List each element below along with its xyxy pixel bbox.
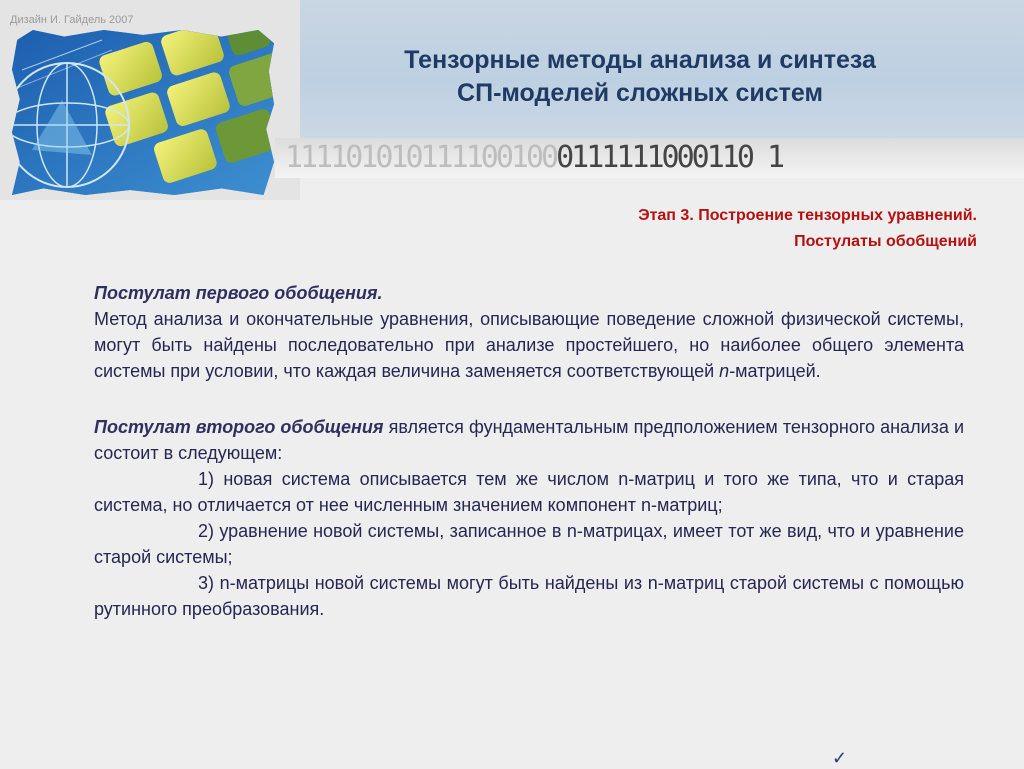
postulate2-item-2: 2) уравнение новой системы, записанное в n-матрицах, имеет тот же вид, что и уравнение старой системы;: [94, 521, 964, 567]
title-line-1: Тензорные методы анализа и синтеза: [404, 46, 876, 74]
subtitle-line-1: Этап 3. Построение тензорных уравнений.: [638, 207, 977, 224]
slide-title: [300, 44, 980, 110]
binary-digits: [285, 140, 782, 175]
postulate2-heading: Постулат второго обобщения: [94, 417, 384, 437]
slide-content: [94, 280, 964, 622]
design-credit: Дизайн И. Гайдель 2007: [10, 14, 134, 26]
binary-digits-light: 111101010111100100: [285, 140, 557, 175]
postulate2-item-3: 3) n-матрицы новой системы могут быть найдены из n-матриц старой системы с помощью рутинного преобразования.: [94, 573, 964, 619]
postulate2-intro-text: является фундаментальным предположением тензорного анализа и состоит в следующем:: [94, 417, 964, 463]
postulate1-heading: Постулат первого обобщения.: [94, 283, 383, 303]
subtitle-line-2: Постулаты обобщений: [794, 233, 977, 250]
stage-subtitle: [638, 203, 977, 255]
binary-digits-dark: 0111111000110 1: [556, 140, 783, 175]
postulate2-intro: [94, 414, 964, 466]
title-line-2: СП-моделей сложных систем: [457, 79, 823, 107]
postulate1-text-a: Метод анализа и окончательные уравнения, описывающие поведение сложной физической системы, могут быть найдены последовательно при анализе простейшего, но наиболее общего элемента системы при условии, что каждая величина заменяется соответствующей: [94, 309, 964, 381]
keyboard-globe-collage-icon: [12, 30, 274, 195]
postulate1-text: [94, 306, 964, 384]
postulate1-text-b: -матрицей.: [729, 361, 821, 381]
paragraph-gap: [94, 384, 964, 414]
binary-strip: [275, 138, 1024, 178]
postulate2-item-1: 1) новая система описывается тем же числом n-матриц и того же типа, что и старая система, но отличается от нее численным значением компонент n-матриц;: [94, 469, 964, 515]
corner-check-icon: ✓: [832, 748, 848, 768]
postulate1-n-italic: n: [719, 361, 730, 381]
